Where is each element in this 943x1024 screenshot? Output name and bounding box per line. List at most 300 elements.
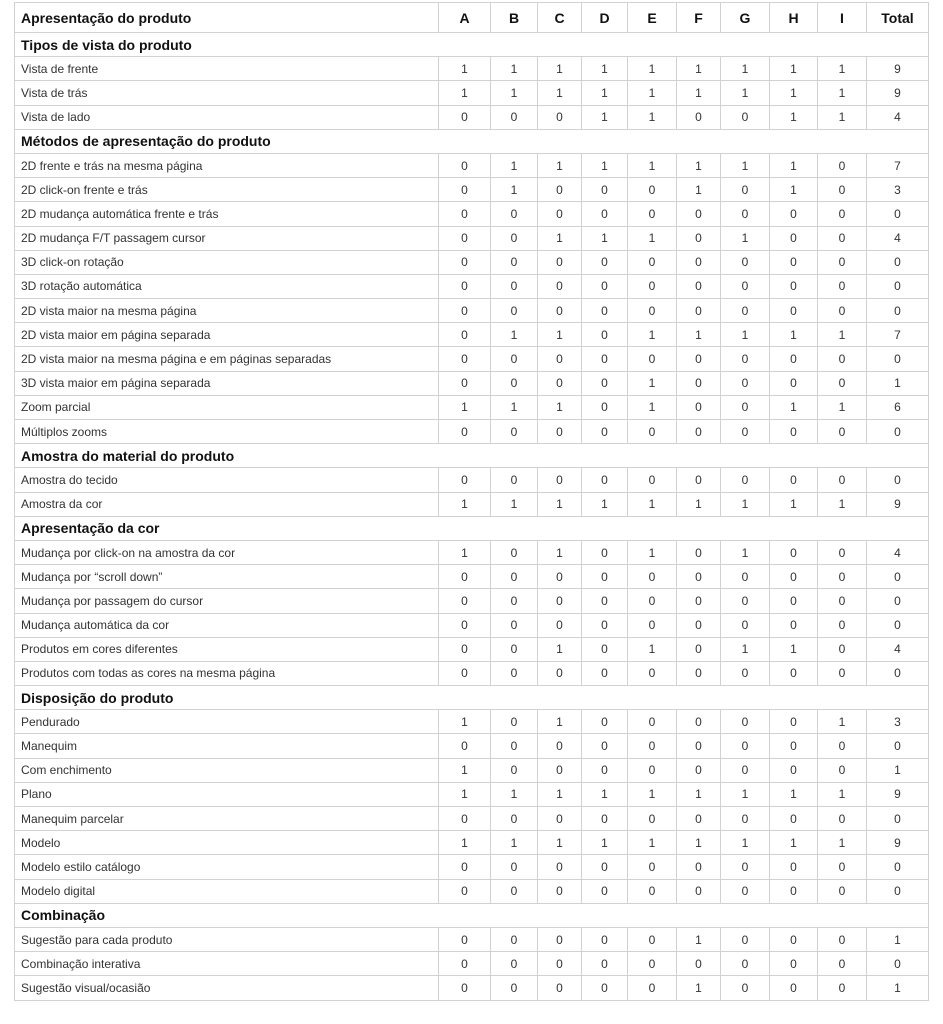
row-label: 2D mudança automática frente e trás — [15, 202, 439, 226]
row-value-cell: 0 — [538, 202, 582, 226]
section-row — [15, 129, 929, 153]
row-value-cell: 1 — [721, 782, 770, 806]
row-value-cell: 1 — [491, 323, 538, 347]
row-value-cell: 0 — [439, 420, 491, 444]
row-total-cell: 4 — [867, 637, 929, 661]
table-row — [15, 395, 929, 419]
row-value-cell: 0 — [677, 347, 721, 371]
row-value-cell: 0 — [770, 565, 818, 589]
row-label: Modelo — [15, 831, 439, 855]
row-value-cell: 0 — [582, 879, 628, 903]
row-value-cell: 1 — [677, 153, 721, 177]
row-value-cell: 0 — [770, 589, 818, 613]
row-value-cell: 0 — [721, 613, 770, 637]
row-value-cell: 0 — [721, 178, 770, 202]
row-label: Combinação interativa — [15, 952, 439, 976]
row-total-cell: 9 — [867, 831, 929, 855]
row-value-cell: 0 — [721, 758, 770, 782]
row-value-cell: 0 — [721, 395, 770, 419]
header-col-total: Total — [867, 3, 929, 33]
row-value-cell: 0 — [439, 371, 491, 395]
row-value-cell: 0 — [439, 178, 491, 202]
row-value-cell: 1 — [770, 178, 818, 202]
row-value-cell: 0 — [628, 274, 677, 298]
row-value-cell: 0 — [818, 807, 867, 831]
row-value-cell: 0 — [818, 952, 867, 976]
row-value-cell: 0 — [491, 613, 538, 637]
table-row — [15, 299, 929, 323]
row-value-cell: 0 — [582, 371, 628, 395]
section-row — [15, 903, 929, 927]
row-value-cell: 0 — [582, 299, 628, 323]
row-value-cell: 0 — [677, 613, 721, 637]
row-value-cell: 0 — [582, 274, 628, 298]
product-presentation-table — [14, 2, 929, 1001]
row-value-cell: 0 — [538, 178, 582, 202]
row-value-cell: 0 — [538, 250, 582, 274]
row-value-cell: 1 — [491, 57, 538, 81]
row-value-cell: 1 — [628, 492, 677, 516]
row-value-cell: 0 — [770, 758, 818, 782]
row-value-cell: 1 — [538, 492, 582, 516]
row-value-cell: 1 — [582, 105, 628, 129]
row-value-cell: 1 — [770, 57, 818, 81]
row-value-cell: 0 — [677, 879, 721, 903]
row-value-cell: 0 — [818, 589, 867, 613]
row-value-cell: 0 — [628, 976, 677, 1000]
row-value-cell: 0 — [770, 952, 818, 976]
row-value-cell: 0 — [439, 927, 491, 951]
row-value-cell: 0 — [818, 879, 867, 903]
row-total-cell: 0 — [867, 202, 929, 226]
row-value-cell: 0 — [582, 927, 628, 951]
row-total-cell: 0 — [867, 250, 929, 274]
row-value-cell: 0 — [582, 347, 628, 371]
section-title: Disposição do produto — [15, 686, 929, 710]
row-value-cell: 1 — [538, 57, 582, 81]
header-col-f: F — [677, 3, 721, 33]
row-value-cell: 1 — [721, 81, 770, 105]
row-value-cell: 1 — [538, 81, 582, 105]
row-value-cell: 0 — [491, 637, 538, 661]
row-value-cell: 0 — [491, 202, 538, 226]
row-value-cell: 0 — [721, 347, 770, 371]
row-value-cell: 1 — [582, 492, 628, 516]
table-row — [15, 927, 929, 951]
table-row — [15, 178, 929, 202]
row-value-cell: 0 — [439, 299, 491, 323]
row-value-cell: 0 — [628, 589, 677, 613]
row-value-cell: 0 — [538, 565, 582, 589]
row-value-cell: 0 — [439, 661, 491, 685]
row-value-cell: 0 — [491, 565, 538, 589]
row-value-cell: 0 — [628, 202, 677, 226]
row-value-cell: 1 — [818, 323, 867, 347]
row-value-cell: 0 — [628, 468, 677, 492]
row-value-cell: 1 — [491, 178, 538, 202]
row-value-cell: 0 — [538, 613, 582, 637]
row-label: Com enchimento — [15, 758, 439, 782]
table-row — [15, 952, 929, 976]
row-value-cell: 0 — [628, 927, 677, 951]
row-value-cell: 0 — [721, 202, 770, 226]
row-value-cell: 0 — [818, 540, 867, 564]
row-value-cell: 0 — [491, 710, 538, 734]
row-value-cell: 0 — [818, 637, 867, 661]
table-row — [15, 613, 929, 637]
row-value-cell: 0 — [770, 661, 818, 685]
row-value-cell: 0 — [628, 807, 677, 831]
row-total-cell: 9 — [867, 81, 929, 105]
row-value-cell: 0 — [491, 927, 538, 951]
row-value-cell: 0 — [818, 153, 867, 177]
row-value-cell: 0 — [439, 879, 491, 903]
row-value-cell: 1 — [721, 153, 770, 177]
row-label: Produtos com todas as cores na mesma página — [15, 661, 439, 685]
row-value-cell: 0 — [770, 710, 818, 734]
row-label: Pendurado — [15, 710, 439, 734]
row-label: 3D rotação automática — [15, 274, 439, 298]
row-value-cell: 0 — [439, 250, 491, 274]
row-total-cell: 0 — [867, 879, 929, 903]
row-value-cell: 0 — [491, 299, 538, 323]
row-value-cell: 1 — [538, 637, 582, 661]
table-row — [15, 710, 929, 734]
row-value-cell: 0 — [721, 710, 770, 734]
row-value-cell: 0 — [582, 323, 628, 347]
row-value-cell: 0 — [721, 734, 770, 758]
row-value-cell: 0 — [582, 710, 628, 734]
row-label: 2D vista maior na mesma página — [15, 299, 439, 323]
row-value-cell: 1 — [628, 226, 677, 250]
row-value-cell: 0 — [818, 371, 867, 395]
row-value-cell: 0 — [677, 299, 721, 323]
row-value-cell: 0 — [818, 613, 867, 637]
row-value-cell: 1 — [818, 710, 867, 734]
row-value-cell: 0 — [439, 105, 491, 129]
row-value-cell: 0 — [818, 299, 867, 323]
row-value-cell: 0 — [491, 420, 538, 444]
header-col-h: H — [770, 3, 818, 33]
row-value-cell: 0 — [770, 807, 818, 831]
row-label: 2D mudança F/T passagem cursor — [15, 226, 439, 250]
row-value-cell: 0 — [770, 976, 818, 1000]
section-title: Métodos de apresentação do produto — [15, 129, 929, 153]
row-value-cell: 1 — [818, 831, 867, 855]
row-total-cell: 3 — [867, 178, 929, 202]
table-row — [15, 153, 929, 177]
row-value-cell: 0 — [439, 952, 491, 976]
row-value-cell: 0 — [491, 371, 538, 395]
row-value-cell: 1 — [628, 81, 677, 105]
row-value-cell: 0 — [677, 661, 721, 685]
row-value-cell: 0 — [721, 976, 770, 1000]
row-total-cell: 0 — [867, 589, 929, 613]
row-label: Zoom parcial — [15, 395, 439, 419]
row-value-cell: 0 — [439, 226, 491, 250]
row-value-cell: 0 — [818, 202, 867, 226]
row-value-cell: 1 — [538, 153, 582, 177]
row-total-cell: 0 — [867, 734, 929, 758]
section-title: Apresentação da cor — [15, 516, 929, 540]
row-value-cell: 0 — [628, 299, 677, 323]
table-header-row — [15, 3, 929, 33]
row-value-cell: 0 — [628, 758, 677, 782]
row-value-cell: 0 — [770, 540, 818, 564]
row-value-cell: 0 — [770, 734, 818, 758]
row-total-cell: 0 — [867, 565, 929, 589]
row-value-cell: 1 — [439, 710, 491, 734]
row-value-cell: 0 — [491, 734, 538, 758]
row-value-cell: 0 — [439, 807, 491, 831]
row-value-cell: 0 — [818, 250, 867, 274]
row-value-cell: 0 — [818, 855, 867, 879]
row-value-cell: 1 — [538, 226, 582, 250]
row-value-cell: 1 — [677, 57, 721, 81]
row-total-cell: 4 — [867, 226, 929, 250]
row-value-cell: 1 — [677, 976, 721, 1000]
header-col-c: C — [538, 3, 582, 33]
row-value-cell: 0 — [538, 734, 582, 758]
row-total-cell: 7 — [867, 323, 929, 347]
row-label: 2D frente e trás na mesma página — [15, 153, 439, 177]
header-label: Apresentação do produto — [15, 3, 439, 33]
row-value-cell: 1 — [491, 81, 538, 105]
row-value-cell: 0 — [628, 250, 677, 274]
row-value-cell: 0 — [677, 758, 721, 782]
row-value-cell: 1 — [628, 105, 677, 129]
row-value-cell: 0 — [491, 879, 538, 903]
row-value-cell: 0 — [770, 274, 818, 298]
row-value-cell: 0 — [721, 371, 770, 395]
table-row — [15, 420, 929, 444]
row-value-cell: 1 — [721, 831, 770, 855]
header-col-a: A — [439, 3, 491, 33]
row-value-cell: 0 — [439, 347, 491, 371]
row-value-cell: 0 — [628, 710, 677, 734]
row-value-cell: 1 — [582, 226, 628, 250]
row-value-cell: 1 — [677, 81, 721, 105]
row-value-cell: 0 — [491, 250, 538, 274]
row-value-cell: 1 — [491, 782, 538, 806]
row-value-cell: 0 — [582, 420, 628, 444]
row-value-cell: 0 — [582, 637, 628, 661]
row-value-cell: 0 — [770, 879, 818, 903]
table-row — [15, 565, 929, 589]
row-total-cell: 9 — [867, 782, 929, 806]
row-value-cell: 0 — [491, 468, 538, 492]
row-label: Sugestão visual/ocasião — [15, 976, 439, 1000]
row-value-cell: 0 — [677, 952, 721, 976]
row-value-cell: 0 — [721, 661, 770, 685]
row-total-cell: 0 — [867, 807, 929, 831]
row-label: 2D click-on frente e trás — [15, 178, 439, 202]
row-label: Amostra do tecido — [15, 468, 439, 492]
row-value-cell: 0 — [582, 468, 628, 492]
row-total-cell: 6 — [867, 395, 929, 419]
row-value-cell: 0 — [818, 347, 867, 371]
table-row — [15, 323, 929, 347]
row-value-cell: 0 — [721, 855, 770, 879]
row-value-cell: 1 — [538, 540, 582, 564]
row-value-cell: 1 — [677, 178, 721, 202]
row-value-cell: 0 — [582, 589, 628, 613]
row-label: Mudança por passagem do cursor — [15, 589, 439, 613]
row-value-cell: 1 — [721, 226, 770, 250]
row-total-cell: 7 — [867, 153, 929, 177]
row-value-cell: 1 — [628, 323, 677, 347]
table-row — [15, 831, 929, 855]
table-row — [15, 226, 929, 250]
row-value-cell: 0 — [582, 734, 628, 758]
row-value-cell: 0 — [677, 395, 721, 419]
row-value-cell: 0 — [677, 540, 721, 564]
row-value-cell: 1 — [538, 710, 582, 734]
row-value-cell: 1 — [677, 323, 721, 347]
row-value-cell: 1 — [721, 492, 770, 516]
table-row — [15, 347, 929, 371]
row-value-cell: 0 — [677, 807, 721, 831]
row-value-cell: 1 — [582, 831, 628, 855]
row-value-cell: 0 — [582, 178, 628, 202]
row-value-cell: 0 — [677, 226, 721, 250]
row-value-cell: 1 — [818, 492, 867, 516]
section-row — [15, 686, 929, 710]
row-total-cell: 1 — [867, 976, 929, 1000]
row-total-cell: 3 — [867, 710, 929, 734]
table-row — [15, 57, 929, 81]
row-value-cell: 0 — [628, 879, 677, 903]
row-value-cell: 0 — [538, 976, 582, 1000]
row-value-cell: 0 — [538, 589, 582, 613]
table-row — [15, 105, 929, 129]
row-value-cell: 1 — [582, 153, 628, 177]
row-value-cell: 1 — [538, 831, 582, 855]
row-value-cell: 1 — [628, 637, 677, 661]
row-value-cell: 0 — [439, 202, 491, 226]
row-value-cell: 1 — [628, 782, 677, 806]
table-row — [15, 807, 929, 831]
row-value-cell: 0 — [770, 347, 818, 371]
table-row — [15, 371, 929, 395]
row-total-cell: 0 — [867, 613, 929, 637]
row-value-cell: 0 — [491, 661, 538, 685]
row-value-cell: 0 — [582, 540, 628, 564]
row-total-cell: 0 — [867, 468, 929, 492]
row-value-cell: 0 — [538, 371, 582, 395]
row-value-cell: 0 — [818, 420, 867, 444]
row-label: Sugestão para cada produto — [15, 927, 439, 951]
row-value-cell: 0 — [439, 153, 491, 177]
row-total-cell: 0 — [867, 347, 929, 371]
row-value-cell: 0 — [721, 299, 770, 323]
row-value-cell: 1 — [818, 395, 867, 419]
row-value-cell: 1 — [677, 492, 721, 516]
row-value-cell: 0 — [677, 371, 721, 395]
row-value-cell: 1 — [677, 782, 721, 806]
row-value-cell: 0 — [582, 613, 628, 637]
section-row — [15, 516, 929, 540]
row-value-cell: 0 — [628, 347, 677, 371]
row-value-cell: 0 — [538, 347, 582, 371]
row-value-cell: 1 — [582, 782, 628, 806]
row-total-cell: 1 — [867, 758, 929, 782]
row-value-cell: 1 — [439, 782, 491, 806]
row-total-cell: 0 — [867, 952, 929, 976]
row-value-cell: 0 — [439, 565, 491, 589]
row-value-cell: 0 — [770, 250, 818, 274]
row-value-cell: 1 — [491, 153, 538, 177]
row-value-cell: 1 — [538, 395, 582, 419]
row-value-cell: 0 — [439, 613, 491, 637]
row-value-cell: 0 — [491, 105, 538, 129]
row-value-cell: 0 — [721, 274, 770, 298]
row-value-cell: 0 — [491, 347, 538, 371]
table-row — [15, 637, 929, 661]
header-col-d: D — [582, 3, 628, 33]
row-value-cell: 1 — [770, 782, 818, 806]
header-col-i: I — [818, 3, 867, 33]
row-value-cell: 0 — [770, 202, 818, 226]
row-value-cell: 0 — [818, 734, 867, 758]
row-value-cell: 0 — [721, 952, 770, 976]
row-value-cell: 0 — [770, 468, 818, 492]
row-value-cell: 0 — [818, 274, 867, 298]
row-label: 2D vista maior em página separada — [15, 323, 439, 347]
row-value-cell: 1 — [770, 105, 818, 129]
row-value-cell: 1 — [538, 323, 582, 347]
row-value-cell: 0 — [538, 661, 582, 685]
row-value-cell: 0 — [538, 274, 582, 298]
row-value-cell: 0 — [538, 855, 582, 879]
row-value-cell: 1 — [677, 927, 721, 951]
table-row — [15, 202, 929, 226]
row-total-cell: 9 — [867, 57, 929, 81]
row-value-cell: 0 — [677, 274, 721, 298]
row-total-cell: 0 — [867, 661, 929, 685]
row-value-cell: 0 — [538, 420, 582, 444]
table-row — [15, 879, 929, 903]
table-row — [15, 661, 929, 685]
row-label: Mudança por click-on na amostra da cor — [15, 540, 439, 564]
table-row — [15, 468, 929, 492]
row-value-cell: 0 — [582, 565, 628, 589]
row-value-cell: 1 — [770, 323, 818, 347]
row-value-cell: 1 — [818, 57, 867, 81]
row-value-cell: 0 — [721, 468, 770, 492]
row-value-cell: 0 — [538, 807, 582, 831]
row-value-cell: 1 — [721, 540, 770, 564]
row-value-cell: 0 — [721, 927, 770, 951]
table-row — [15, 734, 929, 758]
row-value-cell: 1 — [439, 758, 491, 782]
row-label: Produtos em cores diferentes — [15, 637, 439, 661]
table-row — [15, 782, 929, 806]
section-title: Combinação — [15, 903, 929, 927]
row-value-cell: 1 — [818, 105, 867, 129]
row-value-cell: 1 — [582, 81, 628, 105]
row-value-cell: 0 — [677, 250, 721, 274]
row-value-cell: 0 — [582, 250, 628, 274]
table-row — [15, 976, 929, 1000]
table-row — [15, 492, 929, 516]
row-value-cell: 0 — [770, 226, 818, 250]
row-value-cell: 0 — [538, 299, 582, 323]
row-value-cell: 0 — [582, 855, 628, 879]
row-value-cell: 1 — [770, 637, 818, 661]
row-label: 3D click-on rotação — [15, 250, 439, 274]
row-value-cell: 0 — [818, 661, 867, 685]
